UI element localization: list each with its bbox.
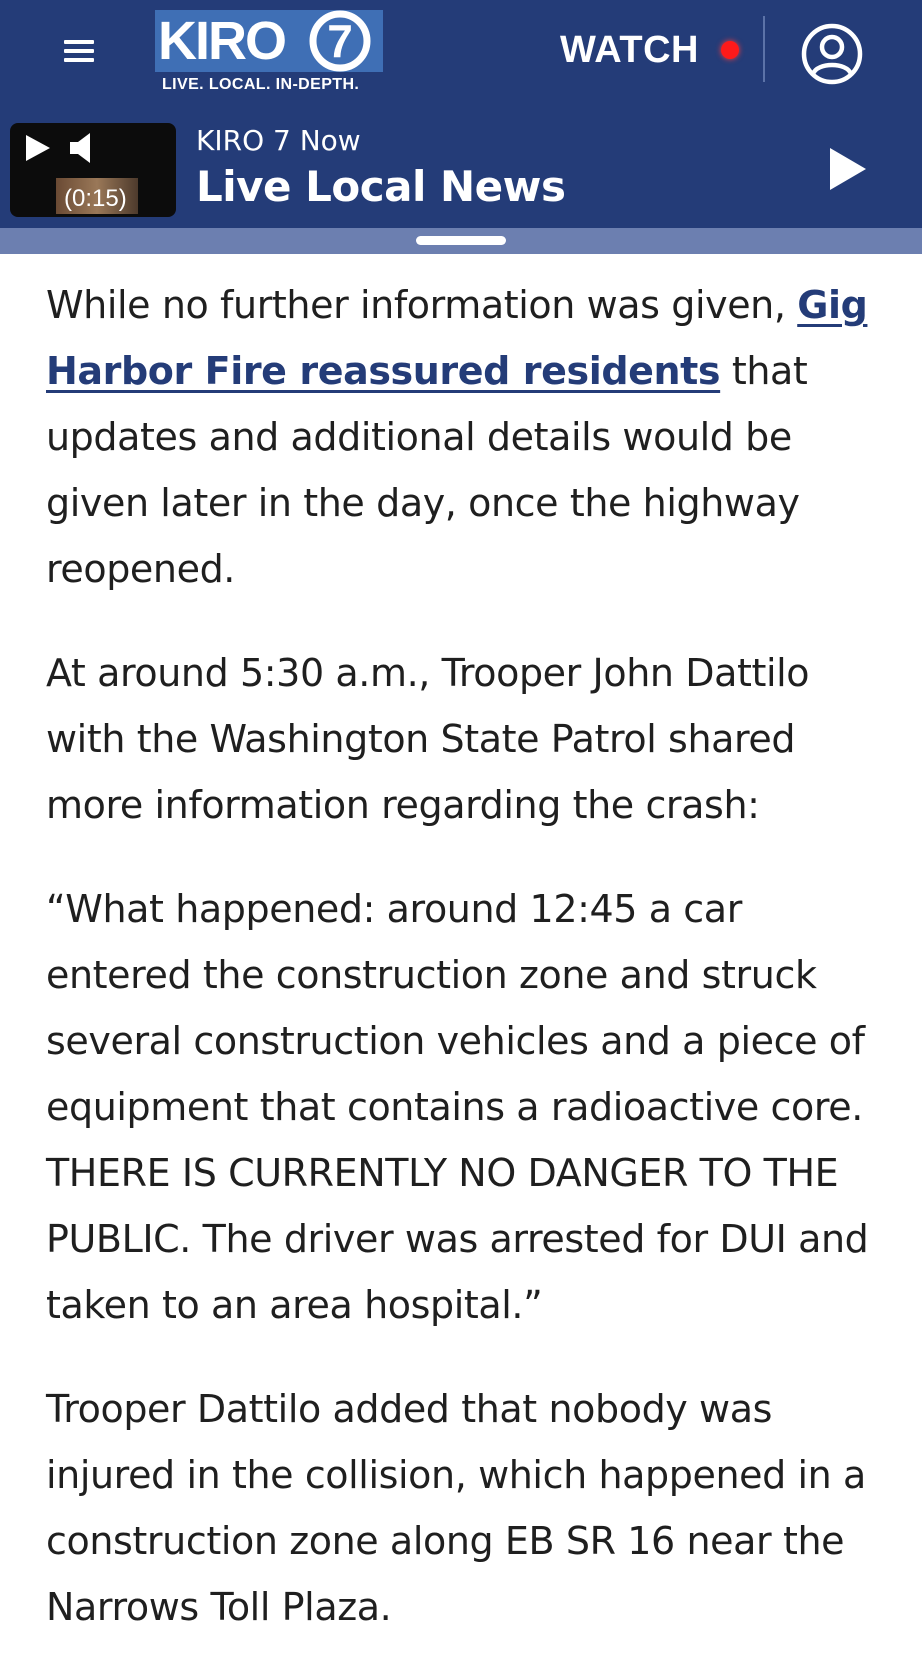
gig-harbor-fire-link[interactable]: Gig Harbor Fire reassured residents [46, 283, 868, 393]
drag-handle[interactable] [416, 236, 506, 245]
header-divider [763, 16, 765, 82]
play-icon[interactable] [24, 133, 52, 163]
article-paragraph: Trooper Dattilo added that nobody was injured in the collision, which happened in a construction zone along EB SR 16 near the Narrows Toll Plaza. [46, 1387, 866, 1629]
paragraph-text: While no further information was given, [46, 283, 798, 327]
watch-label: WATCH [560, 28, 699, 71]
logo-seven-icon [305, 10, 375, 72]
speaker-mute-icon[interactable] [68, 131, 102, 165]
kiro7-logo[interactable] [152, 10, 388, 100]
player-kicker: KIRO 7 Now [196, 124, 361, 157]
site-header [0, 0, 922, 110]
article-body [46, 272, 886, 1678]
player-drag-strip [0, 228, 922, 254]
user-account-icon[interactable] [800, 22, 864, 86]
logo-brand-name: KIRO [158, 11, 285, 71]
watch-live-button[interactable] [560, 22, 739, 78]
article-quote-paragraph: “What happened: around 12:45 a car entered the construction zone and struck several construction vehicles and a piece of equipment that contains a radioactive core. THERE IS CURRENTLY NO DANGER TO THE PUBLIC. The driver was arrested for DUI and taken to an area hospital.” [46, 887, 869, 1327]
paragraph-text: that updates and additional details would be given later in the day, once the highway reopened. [46, 349, 808, 591]
article-paragraph [46, 272, 886, 602]
player-title[interactable]: Live Local News [196, 162, 566, 211]
logo-number: 7 [327, 15, 353, 67]
article-paragraph: At around 5:30 a.m., Trooper John Dattilo with the Washington State Patrol shared more information regarding the crash: [46, 651, 810, 827]
video-thumbnail[interactable] [10, 123, 176, 217]
play-icon[interactable] [828, 146, 868, 192]
live-dot-icon [721, 41, 739, 59]
hamburger-menu-icon[interactable] [62, 34, 98, 68]
logo-tagline: LIVE. LOCAL. IN-DEPTH. [162, 76, 360, 93]
live-player-bar[interactable] [0, 110, 922, 228]
video-duration: (0:15) [64, 185, 127, 212]
